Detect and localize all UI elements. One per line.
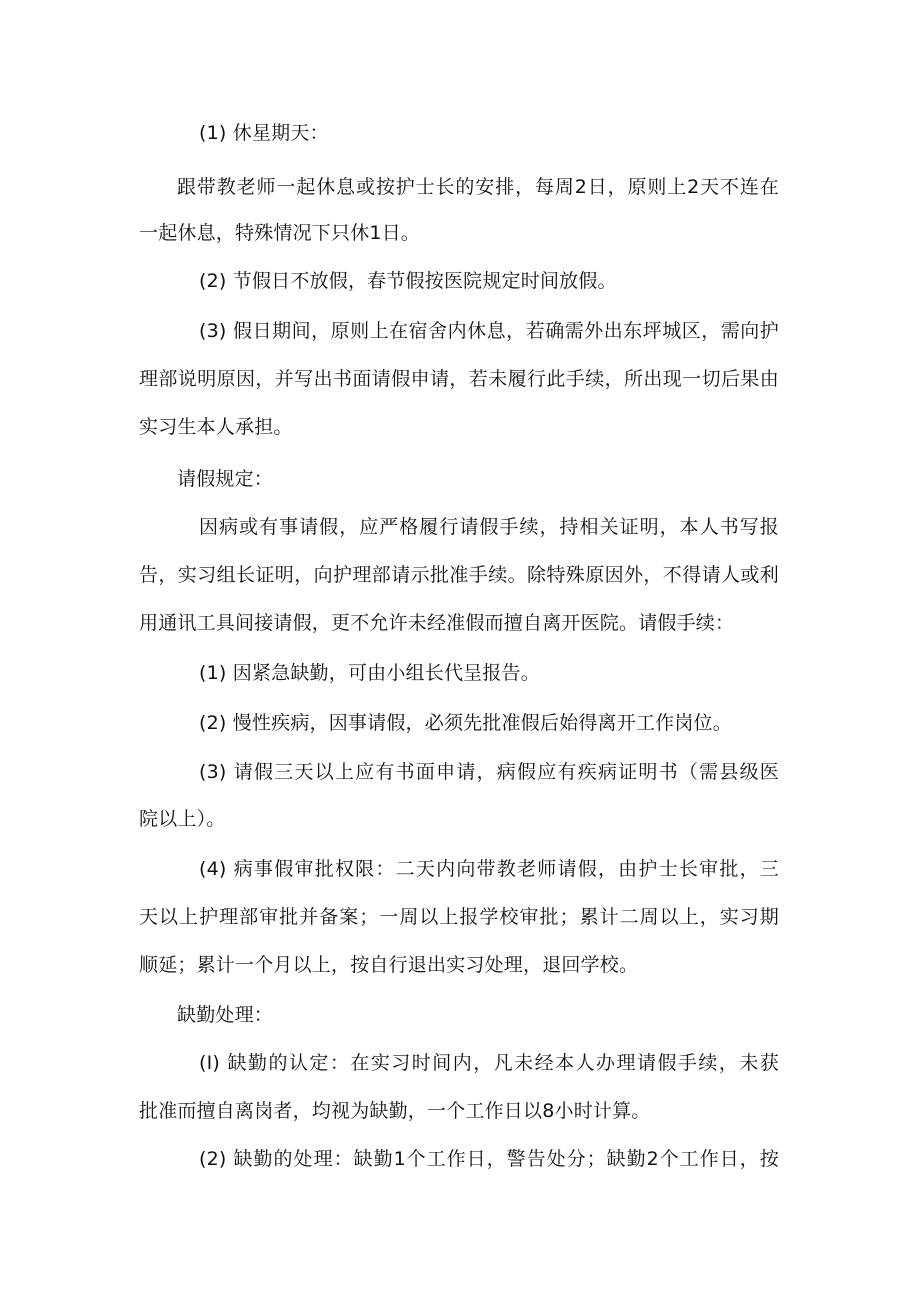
paragraph-line: (3) 假日期间，原则上在宿舍内休息，若确需外出东坪城区，需向护 [199, 320, 779, 342]
paragraph-line: 院以上）。 [139, 808, 226, 830]
paragraph-line: 用通讯工具间接请假，更不允许未经准假而擅自离开医院。请假手续： [139, 612, 735, 634]
paragraph-line: (1) 因紧急缺勤，可由小组长代呈报告。 [199, 662, 540, 684]
section-heading: 缺勤处理： [177, 1004, 274, 1026]
section-heading: 请假规定： [177, 468, 274, 490]
paragraph-line: (2) 节假日不放假，春节假按医院规定时间放假。 [199, 270, 617, 292]
paragraph-line: 顺延；累计一个月以上，按自行退出实习处理，退回学校。 [139, 954, 639, 976]
paragraph-line: 理部说明原因，并写出书面请假申请，若未履行此手续，所出现一切后果由 [139, 368, 779, 390]
paragraph-line: 因病或有事请假，应严格履行请假手续，持相关证明，本人书写报 [199, 516, 779, 538]
paragraph-line: (3) 请假三天以上应有书面申请，病假应有疾病证明书（需县级医 [199, 761, 779, 783]
paragraph-line: 批准而擅自离岗者，均视为缺勤，一个工作日以8小时计算。 [139, 1100, 651, 1122]
paragraph-line: (I) 缺勤的认定：在实习时间内，凡未经本人办理请假手续，未获 [199, 1052, 779, 1074]
paragraph-line: 实习生本人承担。 [139, 416, 293, 438]
paragraph-line: (1) 休星期天： [199, 122, 329, 144]
paragraph-line: (2) 缺勤的处理：缺勤1个工作日，警告处分；缺勤2个工作日，按 [199, 1148, 779, 1170]
paragraph-line: 一起休息，特殊情况下只休1日。 [139, 222, 421, 244]
paragraph-line: 天以上护理部审批并备案；一周以上报学校审批；累计二周以上，实习期 [139, 906, 779, 928]
paragraph-line: (2) 慢性疾病，因事请假，必须先批准假后始得离开工作岗位。 [199, 712, 732, 734]
paragraph-line: 告，实习组长证明，向护理部请示批准手续。除特殊原因外，不得请人或利 [139, 564, 779, 586]
paragraph-line: 跟带教老师一起休息或按护士长的安排，每周2日，原则上2天不连在 [177, 176, 779, 198]
paragraph-line: (4) 病事假审批权限：二天内向带教老师请假，由护士长审批，三 [199, 858, 779, 880]
